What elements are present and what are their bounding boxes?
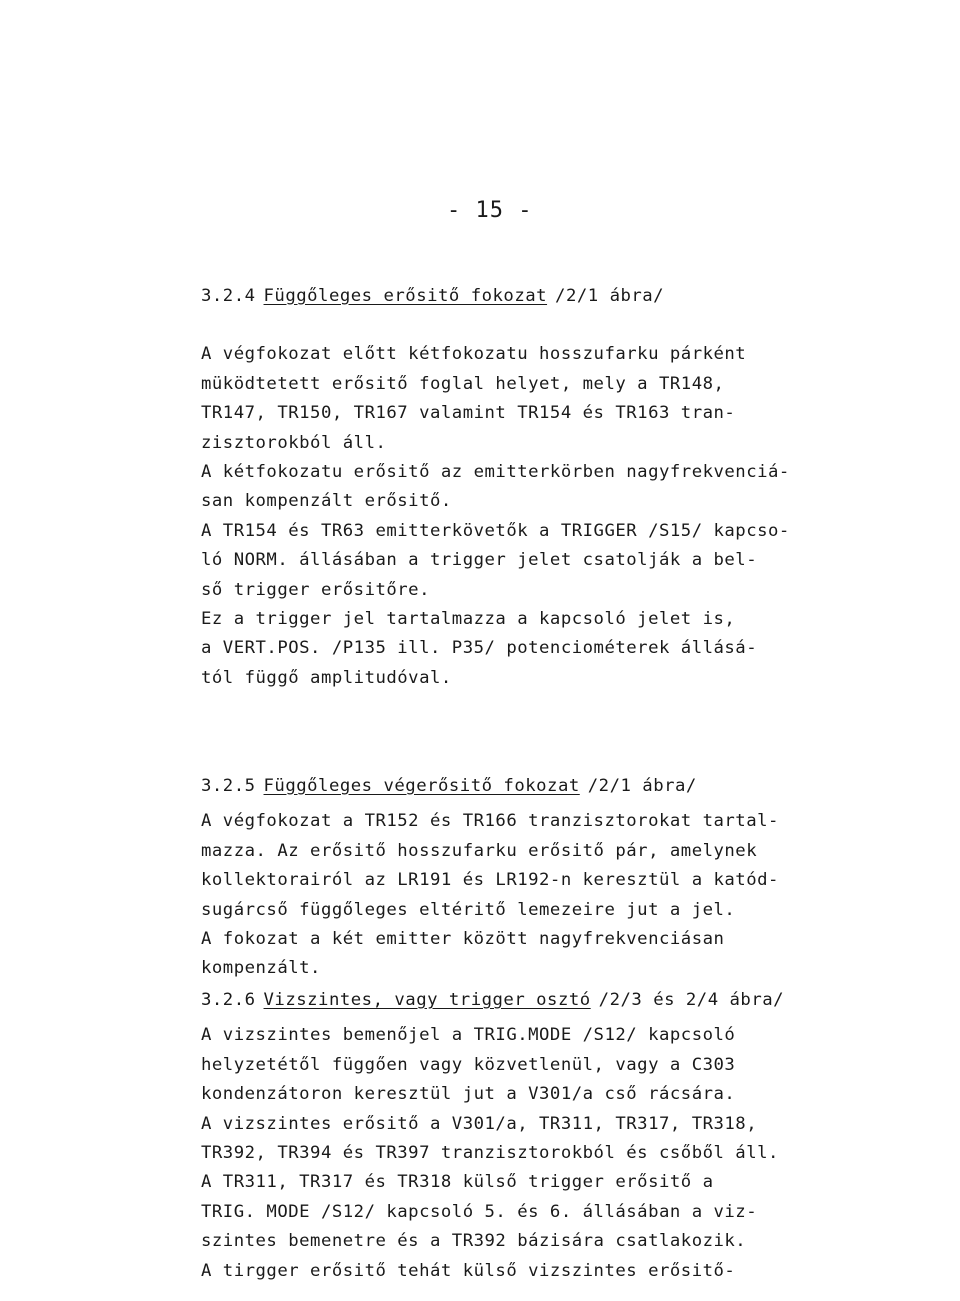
text-line: ső trigger erősitőre. <box>201 579 430 600</box>
text-line: mazza. Az erősitő hosszufarku erősitő pár, amelynek <box>201 840 758 861</box>
text-line: kondenzátoron keresztül jut a V301/a cső rácsára. <box>201 1084 736 1105</box>
text-line: A végfokozat előtt kétfokozatu hosszufarku párként <box>201 344 747 365</box>
text-line: a VERT.POS. /P135 ill. P35/ potenciométerek állásá- <box>201 638 758 659</box>
figure-reference: /2/3 és 2/4 ábra/ <box>598 990 785 1010</box>
section-3-2-5 <box>201 772 881 984</box>
text-line: A vizszintes bemenőjel a TRIG.MODE /S12/ kapcsoló <box>201 1025 736 1046</box>
text-line: Ez a trigger jel tartalmazza a kapcsoló jelet is, <box>201 608 736 629</box>
section-heading <box>201 772 881 801</box>
text-line: helyzetétől függően vagy közvetlenül, vagy a C303 <box>201 1054 736 1075</box>
text-line: ló NORM. állásában a trigger jelet csatolják a bel- <box>201 550 758 571</box>
figure-reference: /2/1 ábra/ <box>555 286 665 306</box>
section-heading <box>201 986 881 1015</box>
section-title: Vizszintes, vagy trigger osztó <box>263 990 591 1010</box>
section-3-2-6 <box>201 986 881 1286</box>
section-number: 3.2.4 <box>201 286 256 306</box>
section-number: 3.2.6 <box>201 990 256 1010</box>
text-line: A fokozat a két emitter között nagyfrekvenciásan <box>201 928 725 949</box>
text-line: kollektorairól az LR191 és LR192-n keresztül a katód- <box>201 870 779 891</box>
text-line: szintes bemenetre és a TR392 bázisára csatlakozik. <box>201 1231 747 1252</box>
text-line: kompenzált. <box>201 958 321 979</box>
text-line: zisztorokból áll. <box>201 432 387 453</box>
section-title: Függőleges erősitő fokozat <box>263 286 548 306</box>
text-line: A kétfokozatu erősitő az emitterkörben nagyfrekvenciá- <box>201 461 790 482</box>
section-title: Függőleges végerősitő fokozat <box>263 776 580 796</box>
text-line: A vizszintes erősitő a V301/a, TR311, TR317, TR318, <box>201 1113 758 1134</box>
page-number: - 15 - <box>447 198 533 223</box>
text-line: TR147, TR150, TR167 valamint TR154 és TR163 tran- <box>201 403 736 424</box>
text-line: TR392, TR394 és TR397 tranzisztorokból és csőből áll. <box>201 1142 779 1163</box>
section-number: 3.2.5 <box>201 776 256 796</box>
text-line: A TR311, TR317 és TR318 külső trigger erősitő a <box>201 1172 714 1193</box>
text-line: A végfokozat a TR152 és TR166 tranzisztorokat tartal- <box>201 811 779 832</box>
section-3-2-4 <box>201 282 881 693</box>
figure-reference: /2/1 ábra/ <box>587 776 697 796</box>
text-line: A tirgger erősitő tehát külső vizszintes erősitő- <box>201 1260 736 1281</box>
text-line: müködtetett erősitő foglal helyet, mely a TR148, <box>201 373 725 394</box>
text-line: sugárcső függőleges eltéritő lemezeire jut a jel. <box>201 899 736 920</box>
section-heading <box>201 282 881 311</box>
text-line: TRIG. MODE /S12/ kapcsoló 5. és 6. állásában a viz- <box>201 1201 758 1222</box>
text-line: san kompenzált erősitő. <box>201 491 452 512</box>
text-line: tól függő amplitudóval. <box>201 667 452 688</box>
text-line: A TR154 és TR63 emitterkövetők a TRIGGER /S15/ kapcso- <box>201 520 790 541</box>
